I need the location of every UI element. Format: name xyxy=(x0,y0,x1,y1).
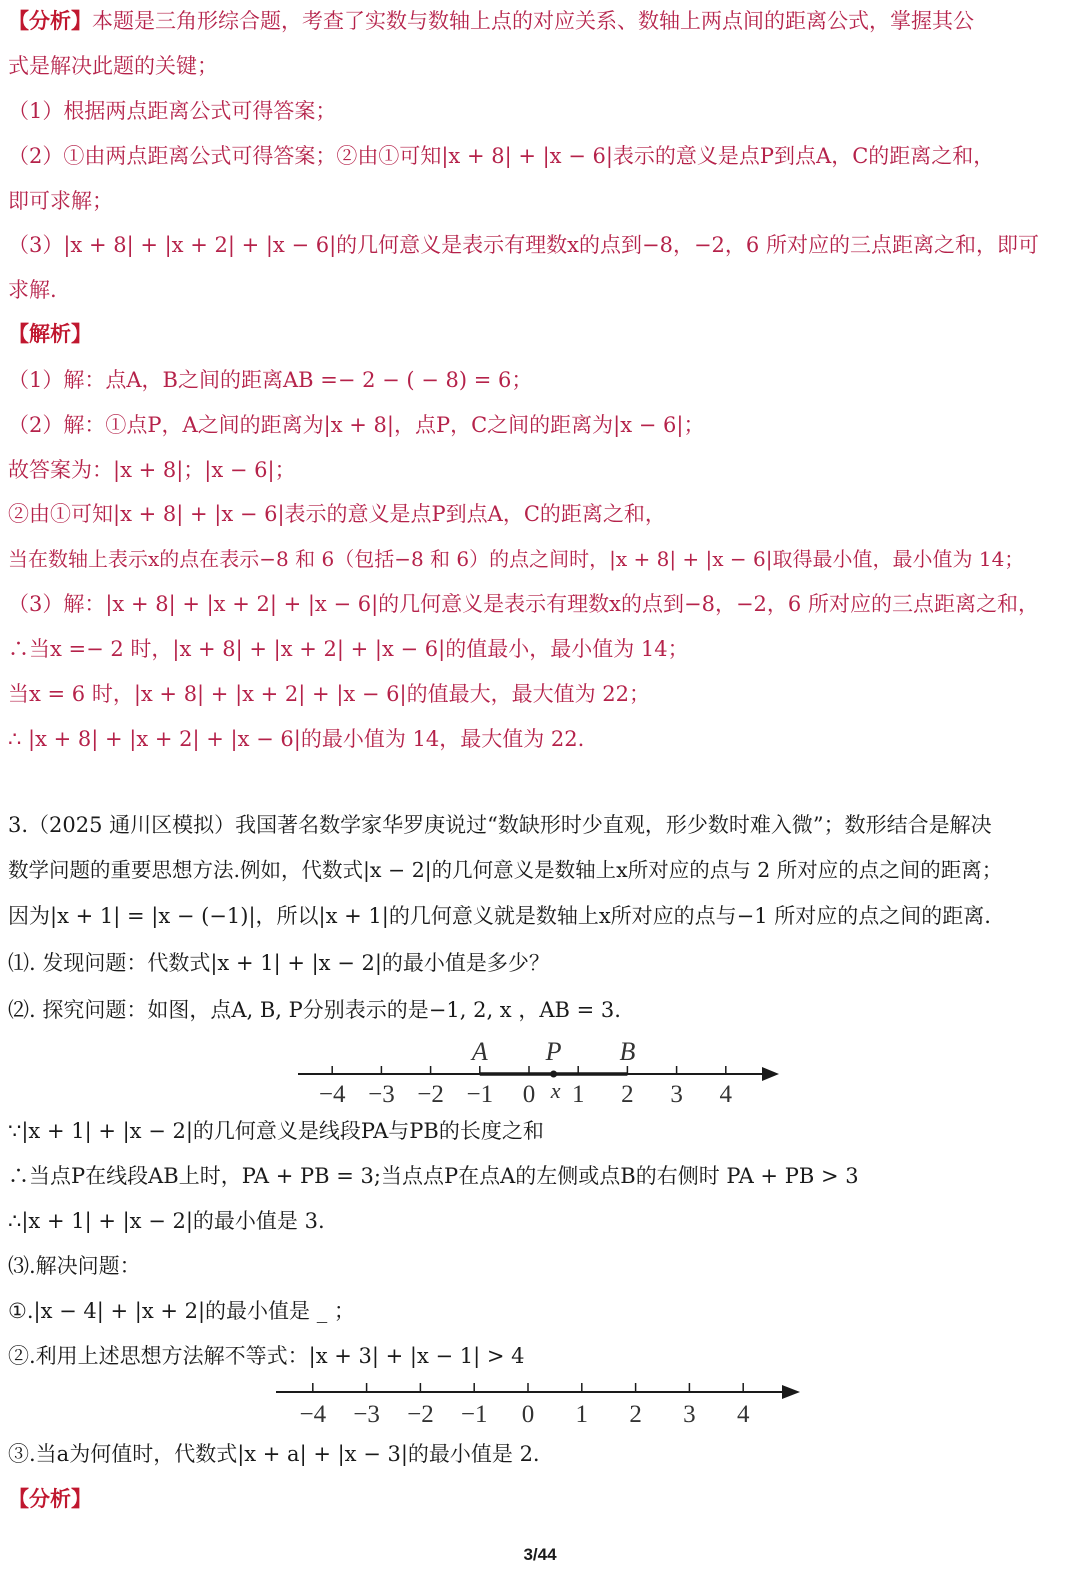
solution-line-6: （3）解：|x + 8| + |x + 2| + |x − 6|的几何意义是表示有理数x的点到−8，−2，6 所对应的三点距离之和， xyxy=(8,592,1039,616)
part3-heading: ⑶.解决问题： xyxy=(8,1254,141,1278)
axis1-tick-label: −2 xyxy=(417,1081,444,1108)
analysis-line-5: 即可求解； xyxy=(8,189,113,213)
solution-header: 【解析】 xyxy=(8,322,92,346)
solution-line-4: ②由①可知|x + 8| + |x − 6|表示的意义是点P到点A，C的距离之和， xyxy=(8,502,666,526)
axis2-tick-label: −4 xyxy=(299,1401,327,1428)
solution-line-3: 故答案为：|x + 8|；|x − 6|； xyxy=(8,458,296,482)
axis2-tick-label: −3 xyxy=(353,1401,380,1428)
analysis-line-4: （2）①由两点距离公式可得答案；②由①可知|x + 8| + |x − 6|表示的意义是点P到点A，C的距离之和， xyxy=(8,144,995,168)
problem3-line-4: ⑴. 发现问题：代数式|x + 1| + |x − 2|的最小值是多少？ xyxy=(8,951,550,975)
axis1-tick-label: 4 xyxy=(719,1081,733,1108)
part3-item-2: ②.利用上述思想方法解不等式：|x + 3| + |x − 1| > 4 xyxy=(8,1344,525,1368)
axis1-tick-label: −4 xyxy=(318,1081,346,1108)
axis1-x-label: x xyxy=(550,1078,561,1103)
axis1-point-label: P xyxy=(545,1037,562,1066)
solution-line-9: ∴ |x + 8| + |x + 2| + |x − 6|的最小值为 14，最大值为 22. xyxy=(8,727,585,751)
problem3-line-1: 3.（2025 通川区模拟）我国著名数学家华罗庚说过“数缺形时少直观，形少数时难入微”；数形结合是解决 xyxy=(8,813,992,837)
number-line-2 xyxy=(0,1378,1080,1438)
axis1-tick-label: 1 xyxy=(571,1081,585,1108)
solution-line-7: ∴当x =− 2 时，|x + 8| + |x + 2| + |x − 6|的值最小，最小值为 14； xyxy=(8,637,689,661)
page-number: 3/44 xyxy=(523,1545,557,1564)
reasoning-line-2: ∴当点P在线段AB上时，PA + PB = 3;当点点P在点A的左侧或点B的右侧时 PA + PB > 3 xyxy=(8,1164,859,1188)
problem3-line-5: ⑵. 探究问题：如图，点A, B, P分别表示的是−1, 2, x ，AB = 3. xyxy=(8,998,621,1022)
axis2-tick-label: 4 xyxy=(736,1401,750,1428)
problem3-line-2: 数学问题的重要思想方法.例如，代数式|x − 2|的几何意义是数轴上x所对应的点与 2 所对应的点之间的距离； xyxy=(8,858,1003,882)
problem3-line-3: 因为|x + 1| = |x − (−1)|，所以|x + 1|的几何意义就是数轴上x所对应的点与−1 所对应的点之间的距离. xyxy=(8,904,991,928)
part3-item-1: ①.|x − 4| + |x + 2|的最小值是 _ ； xyxy=(8,1299,355,1323)
analysis-line-7: 求解. xyxy=(8,278,57,302)
analysis-line-6: （3）|x + 8| + |x + 2| + |x − 6|的几何意义是表示有理数x的点到−8，−2，6 所对应的三点距离之和，即可 xyxy=(8,233,1039,257)
number-line-1 xyxy=(0,1030,1080,1110)
solution-line-8: 当x = 6 时，|x + 8| + |x + 2| + |x − 6|的值最大，最大值为 22； xyxy=(8,682,651,706)
part3-item-3: ③.当a为何值时，代数式|x + a| + |x − 3|的最小值是 2. xyxy=(8,1442,540,1466)
solution-line-5: 当在数轴上表示x的点在表示−8 和 6（包括−8 和 6）的点之间时，|x + 8| + |x − 6|取得最小值，最小值为 14； xyxy=(8,547,1025,571)
solution-line-1: （1）解：点A，B之间的距离AB =− 2 − ( − 8) = 6； xyxy=(8,368,533,392)
solution-line-2: （2）解：①点P，A之间的距离为|x + 8|，点P，C之间的距离为|x − 6|； xyxy=(8,413,705,437)
axis2-tick-label: 3 xyxy=(683,1401,696,1428)
axis1-tick-label: −3 xyxy=(368,1081,395,1108)
axis2-arrow xyxy=(782,1385,800,1399)
analysis-header-2: 【分析】 xyxy=(8,1487,92,1511)
reasoning-line-1: ∵|x + 1| + |x − 2|的几何意义是线段PA与PB的长度之和 xyxy=(8,1119,544,1143)
axis1-tick-label: 0 xyxy=(522,1081,536,1108)
axis1-point-label: B xyxy=(619,1037,636,1066)
analysis-header: 【分析】 xyxy=(8,9,92,33)
axis2-tick-label: 0 xyxy=(521,1401,535,1428)
axis1-point-label: A xyxy=(471,1037,488,1066)
axis1-tick-label: −1 xyxy=(466,1081,494,1108)
axis1-arrow xyxy=(762,1067,779,1081)
analysis-line-1: 【分析】本题是三角形综合题，考查了实数与数轴上点的对应关系、数轴上两点间的距离公式，掌握其公 xyxy=(8,9,974,33)
axis2-tick-label: −1 xyxy=(460,1401,488,1428)
axis1-tick-label: 3 xyxy=(670,1081,683,1108)
axis1-tick-label: 2 xyxy=(621,1081,634,1108)
reasoning-line-3: ∴|x + 1| + |x − 2|的最小值是 3. xyxy=(8,1209,325,1233)
analysis-line-3: （1）根据两点距离公式可得答案； xyxy=(8,99,337,123)
point-p-dot xyxy=(550,1071,557,1078)
analysis-line-2: 式是解决此题的关键； xyxy=(8,54,218,78)
axis2-tick-label: 2 xyxy=(629,1401,642,1428)
axis2-tick-label: 1 xyxy=(575,1401,589,1428)
axis2-tick-label: −2 xyxy=(407,1401,434,1428)
